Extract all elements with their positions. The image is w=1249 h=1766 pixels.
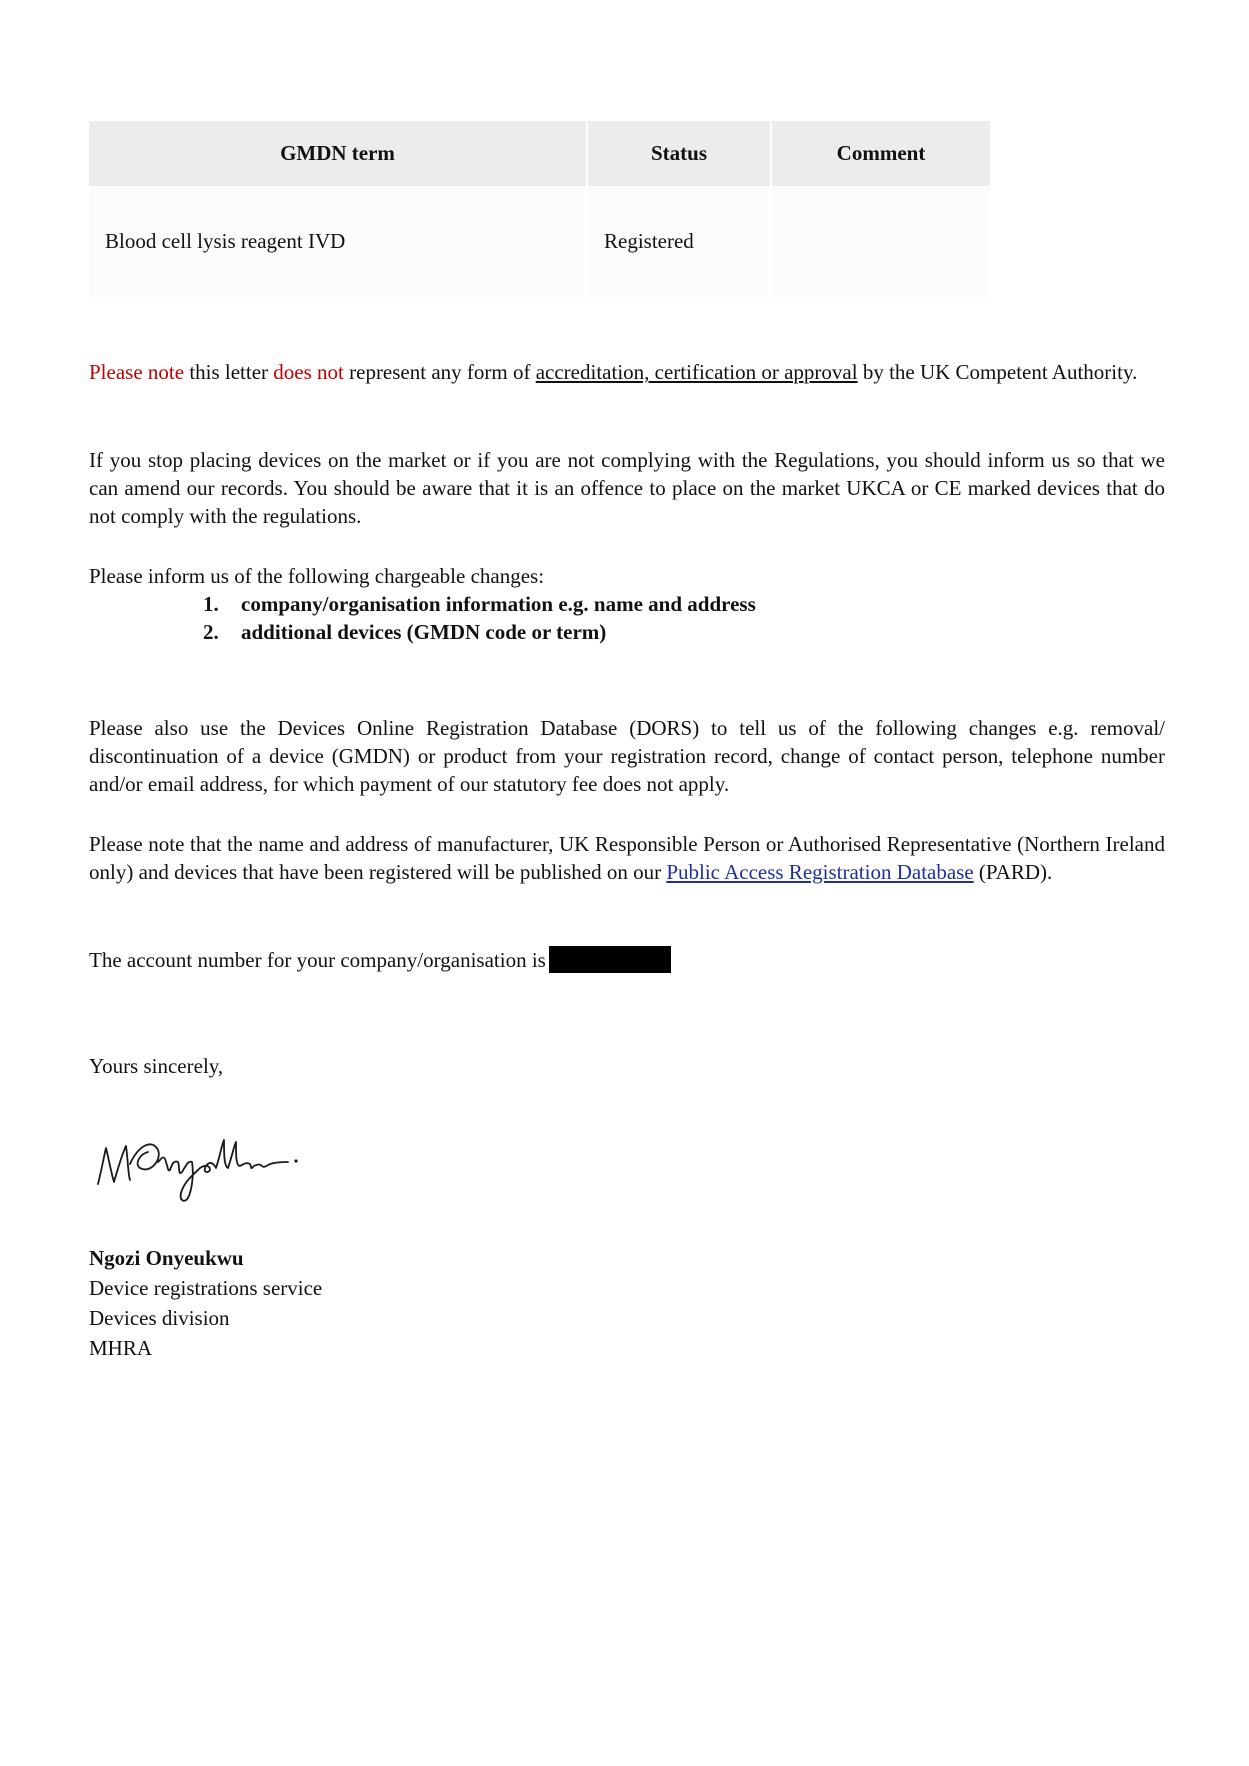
list-item (203, 618, 756, 646)
note-text-1: this letter (184, 360, 274, 384)
header-status: Status (588, 121, 770, 186)
list-item-text: company/organisation information e.g. name and address (241, 592, 756, 616)
note-paragraph (89, 358, 1165, 386)
cell-comment (772, 186, 990, 297)
pard-paragraph (89, 830, 1165, 886)
header-gmdn-term: GMDN term (89, 121, 586, 186)
handwritten-signature (92, 1124, 332, 1204)
list-item-number: 2. (203, 620, 219, 644)
chargeable-changes-list (203, 590, 756, 646)
signatory-service: Device registrations service (89, 1276, 323, 1300)
signatory-division: Devices division (89, 1306, 230, 1330)
cell-status: Registered (588, 186, 770, 297)
stop-placing-paragraph: If you stop placing devices on the market or if you are not complying with the Regulations, you should inform us so that we can amend our records. You should be aware that it is an offence to place on the market UKCA or CE marked devices that do not comply with the regulations. (89, 448, 1165, 528)
cell-gmdn-term: Blood cell lysis reagent IVD (89, 186, 586, 297)
redacted-account-number (549, 946, 671, 973)
note-red-does-not: does not (273, 360, 344, 384)
list-item-text: additional devices (GMDN code or term) (241, 620, 607, 644)
table-header-row (89, 121, 990, 186)
list-item-number: 1. (203, 592, 219, 616)
list-item (203, 590, 756, 618)
pard-link[interactable]: Public Access Registration Database (666, 860, 974, 884)
dors-paragraph: Please also use the Devices Online Registration Database (DORS) to tell us of the following changes e.g. removal/ discontinuation of a device (GMDN) or product from your registration record, change of contact person, telephone number and/or email address, for which payment of our statutory fee does not apply. (89, 716, 1165, 796)
table-row (89, 186, 990, 297)
changes-intro: Please inform us of the following chargeable changes: (89, 564, 545, 588)
closing: Yours sincerely, (89, 1054, 224, 1078)
header-comment: Comment (772, 121, 990, 186)
gmdn-table (87, 121, 992, 297)
note-underlined-phrase: accreditation, certification or approval (535, 360, 858, 384)
pard-text-2: (PARD). (973, 860, 1053, 884)
signature-block (89, 1243, 322, 1363)
note-text-2: represent any form of (343, 360, 536, 384)
signatory-organisation: MHRA (89, 1336, 153, 1360)
account-paragraph (89, 946, 1165, 974)
pard-text-1: Please note that the name and address of manufacturer, UK Responsible Person or Authorised Representative (Northern Ireland only) and devices that have been registered will be published on our (89, 832, 1165, 884)
note-red-please-note: Please note (89, 360, 185, 384)
note-text-3: by the UK Competent Authority. (857, 360, 1138, 384)
account-sentence: The account number for your company/organisation is (89, 948, 546, 972)
signatory-name: Ngozi Onyeukwu (89, 1246, 244, 1270)
